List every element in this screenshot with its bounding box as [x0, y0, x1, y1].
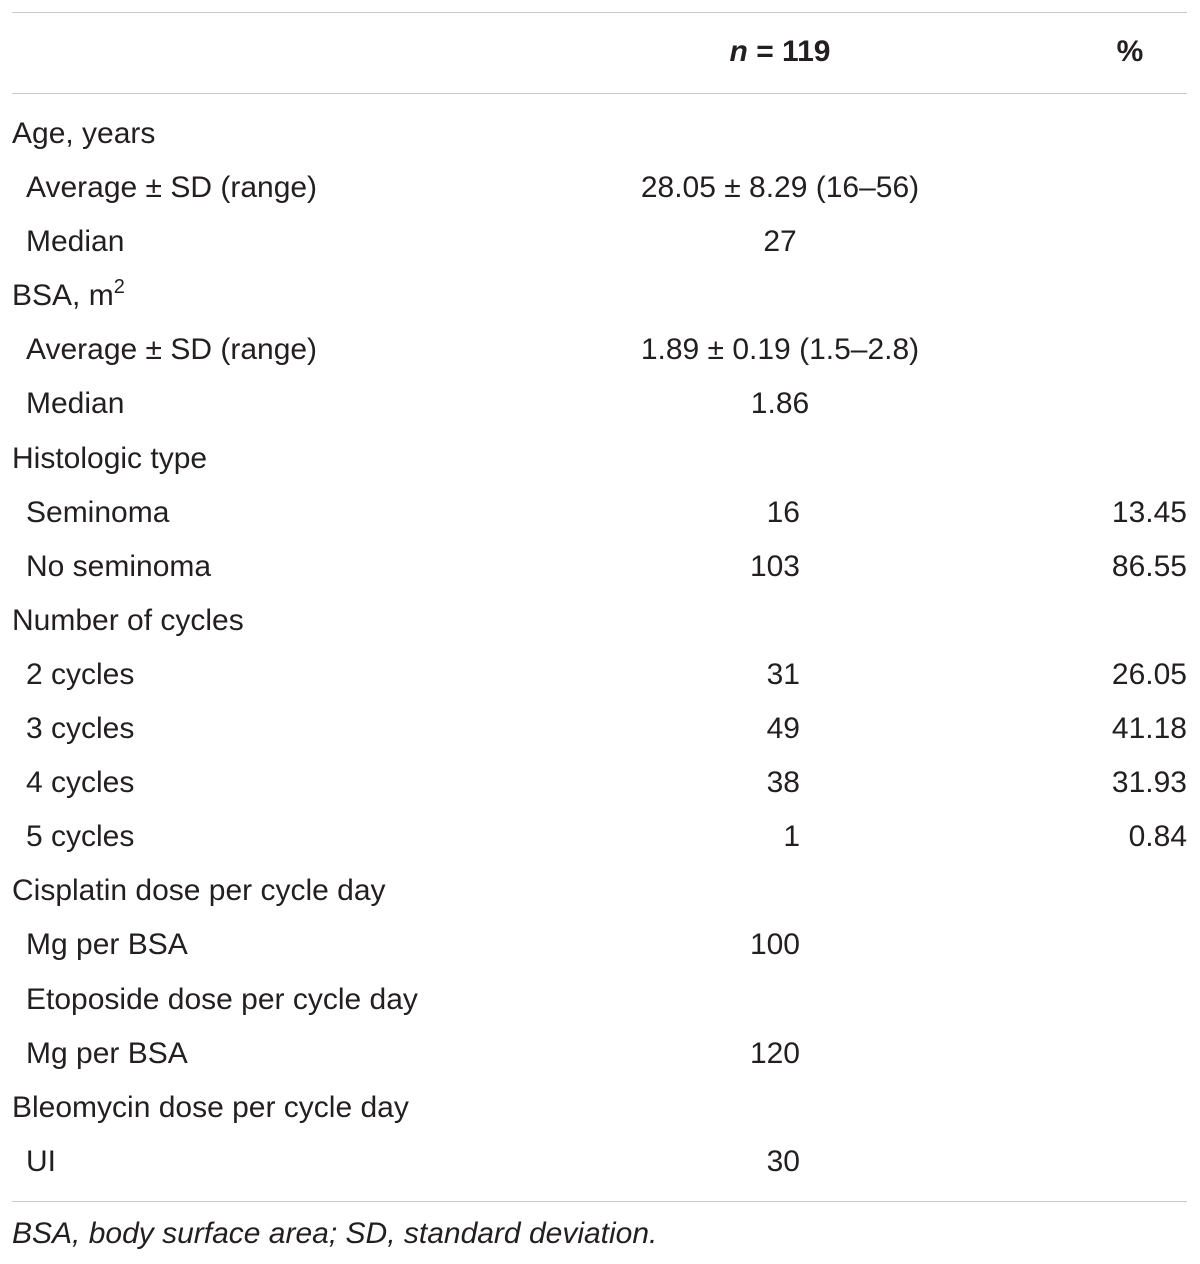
table-row — [0, 973, 1200, 1027]
table-row — [0, 648, 1200, 702]
table-row — [0, 864, 1200, 918]
table-header-rule — [12, 93, 1187, 94]
row-label: Median — [26, 225, 125, 259]
row-label: 5 cycles — [26, 820, 135, 854]
row-value: 103 — [749, 549, 800, 583]
header-percent: % — [1116, 35, 1144, 68]
row-value: 16 — [766, 495, 800, 529]
row-value: 1 — [783, 820, 800, 854]
row-label: No seminoma — [26, 549, 212, 583]
row-label: 4 cycles — [26, 766, 135, 800]
row-percent: 26.05 — [1111, 657, 1187, 691]
row-percent: 41.18 — [1111, 712, 1187, 746]
table-row — [0, 594, 1200, 648]
header-n-label: n — [729, 35, 748, 68]
table-row — [0, 918, 1200, 972]
table-top-rule — [12, 12, 1187, 13]
table-row — [0, 269, 1200, 323]
table-row — [0, 486, 1200, 540]
header-n-value: = 119 — [747, 35, 831, 68]
table-row — [0, 1081, 1200, 1135]
table-bottom-rule — [12, 1201, 1187, 1202]
table-row — [0, 1027, 1200, 1081]
table-row — [0, 161, 1200, 215]
row-value: 120 — [749, 1036, 800, 1070]
row-label: Number of cycles — [12, 603, 244, 637]
row-label: Average ± SD (range) — [26, 333, 318, 367]
row-label — [12, 269, 125, 323]
table-row — [0, 810, 1200, 864]
row-percent: 31.93 — [1111, 766, 1187, 800]
row-label: UI — [26, 1144, 56, 1178]
row-label: Average ± SD (range) — [26, 171, 318, 205]
row-label-superscript: 2 — [113, 276, 125, 299]
row-value: 31 — [766, 657, 800, 691]
row-value: 49 — [766, 712, 800, 746]
header-n — [640, 30, 920, 74]
row-label-text: BSA, m — [12, 279, 114, 313]
row-value: 30 — [766, 1144, 800, 1178]
row-value: 38 — [766, 766, 800, 800]
row-label: Mg per BSA — [26, 928, 188, 962]
table-row — [0, 107, 1200, 161]
table-row — [0, 756, 1200, 810]
table-row — [0, 323, 1200, 377]
row-label: Cisplatin dose per cycle day — [12, 874, 386, 908]
row-label: 2 cycles — [26, 657, 135, 691]
table-row — [0, 432, 1200, 486]
row-value: 1.89 ± 0.19 (1.5–2.8) — [640, 333, 920, 367]
row-label: Seminoma — [26, 495, 170, 529]
table-body — [0, 107, 1200, 1189]
row-percent: 86.55 — [1111, 549, 1187, 583]
table-row — [0, 377, 1200, 431]
table-row — [0, 1135, 1200, 1189]
row-label: Histologic type — [12, 441, 208, 475]
row-label: Etoposide dose per cycle day — [26, 982, 418, 1016]
table-row — [0, 702, 1200, 756]
row-value: 27 — [763, 225, 797, 259]
row-value: 100 — [749, 928, 800, 962]
row-label: Age, years — [12, 117, 156, 150]
row-value: 1.86 — [750, 387, 810, 421]
row-percent: 13.45 — [1111, 495, 1187, 529]
table-row — [0, 540, 1200, 594]
row-label: Bleomycin dose per cycle day — [12, 1090, 409, 1124]
row-value: 28.05 ± 8.29 (16–56) — [640, 171, 920, 205]
row-label: Median — [26, 387, 125, 421]
row-label: 3 cycles — [26, 712, 135, 746]
table-footnote: BSA, body surface area; SD, standard deviation. — [12, 1217, 658, 1250]
table-row — [0, 215, 1200, 269]
row-label: Mg per BSA — [26, 1036, 188, 1070]
row-percent: 0.84 — [1128, 820, 1187, 854]
